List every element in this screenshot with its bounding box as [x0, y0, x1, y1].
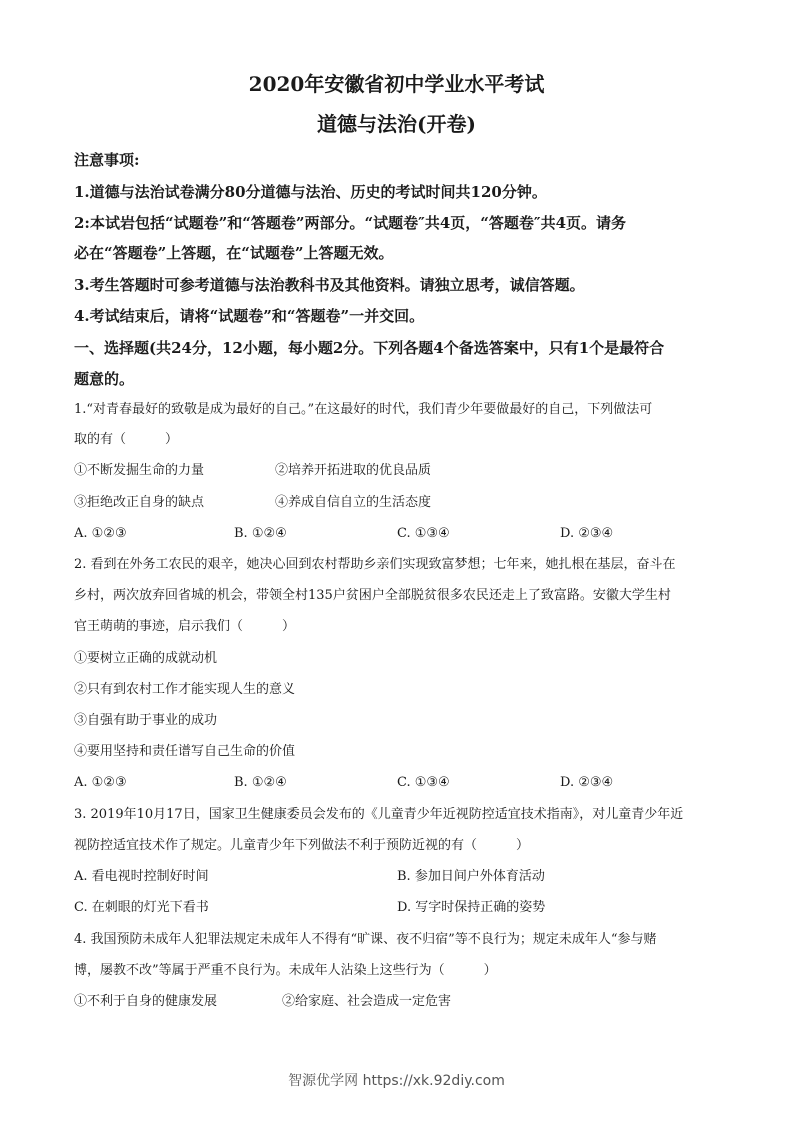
question-2-option-b: B. ①②④: [234, 775, 287, 790]
question-3-option-d: D. 写字时保持正确的姿势: [397, 900, 546, 915]
footer-watermark: 智源优学网 https://xk.92diy.com: [288, 1073, 505, 1089]
question-2-stem-cont: 乡村，两次放弃回省城的机会，带领全村135户贫困户全部脱贫很多农民还走上了致富路。安徽大学生村: [74, 588, 671, 603]
question-1-statement: ④养成自信自立的生活态度: [275, 495, 432, 510]
note-item: 1.道德与法治试卷满分80分道德与法治、历史的考试时间共120分钟。: [74, 183, 547, 201]
question-2-stem-cont: 官王萌萌的事迹，启示我们（ ）: [74, 619, 296, 634]
question-1-option-d: D. ②③④: [560, 526, 614, 541]
question-1-option-a: A. ①②③: [74, 526, 127, 541]
question-3-option-c: C. 在刺眼的灯光下看书: [74, 900, 209, 915]
question-4-stem-cont: 博，屡教不改”等属于严重不良行为。未成年人沾染上这些行为（ ）: [74, 963, 497, 978]
exam-title: 2020年安徽省初中学业水平考试: [248, 72, 545, 96]
section-heading: 一、选择题(共24分，12小题，每小题2分。下列各题4个备选答案中，只有1个是最符合: [74, 339, 665, 357]
question-3-option-a: A. 看电视时控制好时间: [74, 869, 209, 884]
note-item: 3.考生答题时可参考道德与法治教科书及其他资料。请独立思考，诚信答题。: [74, 276, 585, 294]
question-2-statement: ②只有到农村工作才能实现人生的意义: [74, 682, 296, 697]
question-4-stem: 4. 我国预防未成年人犯罪法规定未成年人不得有“旷课、夜不归宿”等不良行为；规定未成年人“参与赌: [74, 932, 657, 947]
question-2-option-c: C. ①③④: [397, 775, 450, 790]
exam-subtitle: 道德与法治(开卷): [317, 112, 476, 136]
question-2-statement: ④要用坚持和责任谱写自己生命的价值: [74, 744, 296, 759]
question-4-statement: ②给家庭、社会造成一定危害: [282, 994, 452, 1009]
notes-heading: 注意事项:: [74, 151, 140, 169]
question-2-statement: ①要树立正确的成就动机: [74, 651, 218, 666]
question-2-option-a: A. ①②③: [74, 775, 127, 790]
question-2-statement: ③自强有助于事业的成功: [74, 713, 218, 728]
question-1-option-c: C. ①③④: [397, 526, 450, 541]
note-item: 2:本试岩包括“试题卷”和“答题卷”两部分。“试题卷″共4页，“答题卷″共4页。请务: [74, 214, 627, 232]
question-3-stem: 3. 2019年10月17日，国家卫生健康委员会发布的《儿童青少年近视防控适宜技术指南》，对儿童青少年近: [74, 807, 684, 822]
question-4-statement: ①不利于自身的健康发展: [74, 994, 218, 1009]
question-3-stem-cont: 视防控适宜技术作了规定。儿童青少年下列做法不利于预防近视的有（ ）: [74, 838, 530, 853]
question-2-stem: 2. 看到在外务工农民的艰辛，她决心回到农村帮助乡亲们实现致富梦想；七年来，她扎根在基层，奋斗在: [74, 557, 676, 572]
section-heading-cont: 题意的。: [74, 370, 135, 388]
question-1-statement: ③拒绝改正自身的缺点: [74, 495, 205, 510]
note-item: 4.考试结束后，请将“试题卷”和“答题卷”一并交回。: [74, 307, 425, 325]
question-1-statement: ②培养开拓进取的优良品质: [275, 463, 432, 478]
question-1-statement: ①不断发掘生命的力量: [74, 463, 205, 478]
note-item: 必在“答题卷”上答题，在“试题卷”上答题无效。: [74, 244, 394, 262]
question-1-stem-cont: 取的有（ ）: [74, 432, 179, 447]
question-1-option-b: B. ①②④: [234, 526, 287, 541]
question-2-option-d: D. ②③④: [560, 775, 614, 790]
question-3-option-b: B. 参加日间户外体育活动: [397, 869, 545, 884]
question-1-stem: 1.“对青春最好的致敬是成为最好的自己。”在这最好的时代，我们青少年要做最好的自己，下列做法可: [74, 402, 653, 417]
